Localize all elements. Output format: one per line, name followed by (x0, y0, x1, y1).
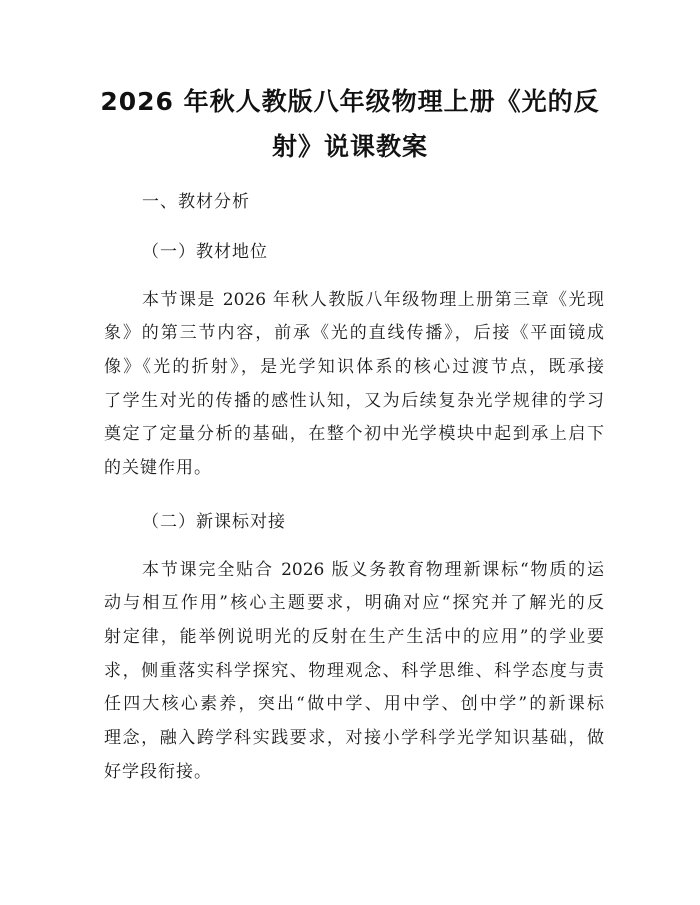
paragraph-line: 本节课是 2026 年秋人教版八年级物理上册第三章《光现 (142, 290, 604, 310)
section-heading-material-analysis: 一、教材分析 (142, 192, 250, 212)
paragraph-line: 理念，融入跨学科实践要求，对接小学科学光学知识基础，做 (104, 728, 604, 748)
paragraph-line: 求，侧重落实科学探究、物理观念、科学思维、科学态度与责 (104, 661, 604, 681)
paragraph-line: 象》的第三节内容，前承《光的直线传播》，后接《平面镜成 (104, 323, 604, 343)
document-title-line-2: 射》说课教案 (271, 132, 428, 161)
paragraph-line: 的关键作用。 (104, 458, 212, 478)
paragraph-line: 动与相互作用”核心主题要求，明确对应“探究并了解光的反 (104, 593, 604, 613)
paragraph-line: 好学段衔接。 (104, 762, 212, 782)
paragraph-line: 了学生对光的传播的感性认知，又为后续复杂光学规律的学习 (104, 391, 604, 411)
paragraph-line: 本节课完全贴合 2026 版义务教育物理新课标“物质的运 (142, 560, 604, 580)
paragraph-line: 射定律，能举例说明光的反射在生产生活中的应用”的学业要 (104, 627, 604, 647)
paragraph-line: 像》《光的折射》，是光学知识体系的核心过渡节点，既承接 (104, 357, 604, 377)
subsection-heading-material-position: （一）教材地位 (142, 242, 268, 262)
document-title-line-1: 2026 年秋人教版八年级物理上册《光的反 (100, 87, 600, 116)
paragraph-line: 奠定了定量分析的基础，在整个初中光学模块中起到承上启下 (104, 424, 604, 444)
subsection-heading-curriculum-standard: （二）新课标对接 (142, 512, 286, 532)
paragraph-line: 任四大核心素养，突出“做中学、用中学、创中学”的新课标 (104, 694, 604, 714)
